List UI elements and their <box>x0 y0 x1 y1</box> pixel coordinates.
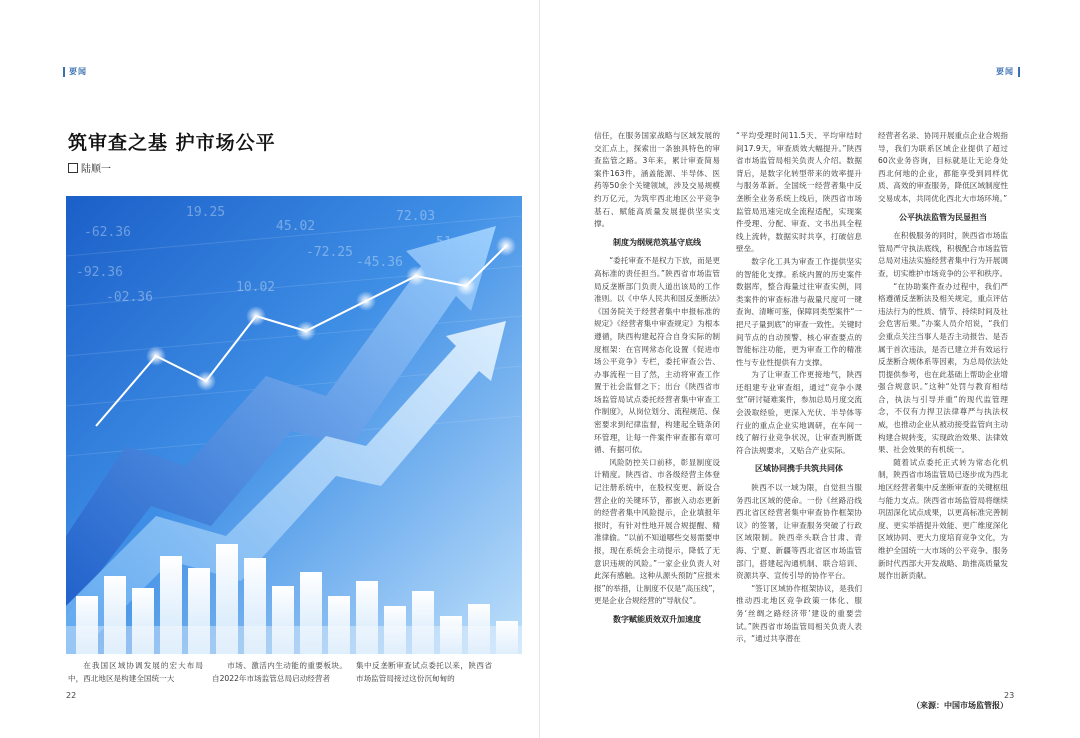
page-number-left: 22 <box>66 691 77 700</box>
ticker-number: -62.36 <box>84 225 131 240</box>
paragraph: 随着试点委托正式转为常态化机制，陕西省市场监管局已逐步成为西北地区经营者集中反垄断审查的关键枢纽与能力支点。陕西省市场监管局将继续巩固深化试点成果，以更高标准完善制度、更实举措提升效能、更广维度深化区域协同、更大力度培育竞争文化，为维护全国统一大市场的公平竞争、服务新时代西部大开发战略、助推高质量发展作出新贡献。 <box>878 457 1008 581</box>
paragraph: “平均受理时间11.5天、平均审结时间17.9天，审查质效大幅提升。”陕西省市场监管局相关负责人介绍。数据背后，是数字化转型带来的效率提升与服务革新。全国统一经营者集中反垄断全业务系统上线后，陕西省市场监管局迅速完成全流程适配，实现案件受理、分配、审查、文书出具全程线上流转，数据实时共享，打破信息壁垒。 <box>736 131 862 254</box>
paragraph: “签订区域协作框架协议，是我们推动西北地区竞争政策一体化、服务‘丝绸之路经济带’建设的重要尝试。”陕西省市场监管局相关负责人表示，“通过共享潜在 <box>736 583 862 644</box>
paragraph: 陕西不以一域为限，自觉担当服务西北区域的使命。一份《丝路沿线西北省区经营者集中审查协作框架协议》的签署，让审查服务突破了行政区域限制。陕西牵头联合甘肃、青海、宁夏、新疆等西北省区市场监管部门，搭建起沟通机制、联合培训、资源共享、宣传引导的协作平台。 <box>736 483 862 581</box>
section-label-right: 要闻 <box>996 66 1020 77</box>
ticker-number: 72.03 <box>396 209 436 224</box>
text-column-3 <box>594 130 720 690</box>
subhead: 公平执法监管为民显担当 <box>899 212 987 222</box>
paragraph: 经营者名录、协同开展重点企业合规指导，我们为联系区域企业提供了超过60次业务咨询，目标就是让无论身处西北何地的企业，都能享受到同样优质、高效的审查服务，降低区域制度性交易成本，共同优化西北大市场环境。” <box>878 131 1008 203</box>
paragraph: 数字化工具为审查工作提供坚实的智能化支撑。系统内置的历史案件数据库，整合海量过往审查实例，同类案件的审查标准与裁量尺度可一键查询、清晰可鉴，保障同类型案件“一把尺子量到底”的审查一致性。关键时间节点的自动预警、核心审查要点的智能标注功能，更为审查工作的精准性与专业性提供有力支撑。 <box>736 256 862 367</box>
author-line <box>68 160 111 175</box>
page-number-right: 23 <box>1004 691 1015 700</box>
ticker-number: 10.02 <box>236 280 276 295</box>
subhead: 制度为纲规范筑基守底线 <box>613 237 701 247</box>
lead-column-1: 在我国区域协调发展的宏大布局中，西北地区是构建全国统一大 <box>68 661 203 683</box>
ticker-number: -72.25 <box>306 245 353 260</box>
page-gutter <box>539 0 540 738</box>
source-credit: （来源：中国市场监管报） <box>912 701 1008 710</box>
ticker-number: -92.36 <box>76 265 123 280</box>
subhead: 数字赋能质效双升加速度 <box>613 614 701 624</box>
finance-growth-illustration <box>66 196 522 654</box>
paragraph: 风险防控关口前移，彰显制度设计精度。陕西省、市各级经营主体登记注册系统中，在股权变更、新设合营企业的关键环节，都嵌入动态更新的经营者集中风险提示，企业填报年报时，有针对性地开展合规提醒、精准律偷。“以前不知道哪些交易需要申报，现在系统会主动提示，降低了无意识违规的风险。”一家企业负责人对此深有感触。这种从源头预防“应报未报”的举措，让制度不仅是“高压线”，更是企业合规经营的“导航仪”。 <box>594 457 720 606</box>
lead-column-2: 市场、激活内生动能的重要板块。自2022年市场监管总局启动经营者 <box>212 661 347 683</box>
author-box-icon <box>68 163 78 173</box>
ticker-number: 45.02 <box>276 219 316 234</box>
hero-image <box>66 196 522 654</box>
text-column-4 <box>736 130 862 690</box>
paragraph: 在积极服务的同时，陕西省市场监管局严守执法底线，积极配合市场监管总局对违法实施经营者集中行为开展调查，切实维护市场竞争的公平和秩序。 <box>878 231 1008 278</box>
article-title: 筑审查之基 护市场公平 <box>68 132 276 154</box>
paragraph: 信任，在服务国家战略与区域发展的交汇点上，探索出一条独具特色的审查监管之路。3年来，累计审查简易案件163件，涵盖能源、半导体、医药等50余个关键领域，涉及交易规模约万亿元，为筑牢西北地区公平竞争基石、赋能高质量发展提供坚实支撑。 <box>594 131 720 229</box>
ticker-number: -02.36 <box>106 290 153 305</box>
ticker-number: -45.36 <box>356 255 403 270</box>
ticker-number: 19.25 <box>186 205 226 220</box>
subhead: 区域协同携手共筑共同体 <box>755 464 843 474</box>
author-name: 陆顺一 <box>81 164 111 175</box>
paragraph: “在协助案件查办过程中，我们严格遵循反垄断法及相关规定，重点评估违法行为的性质、情节、持续时间及社会危害后果。”办案人员介绍说，“我们会重点关注当事人是否主动报告、是否属于首次违法，是否已建立并有效运行反垄断合规体系等因素，为总局依法处罚提供参考，也在此基础上帮助企业增强合规意识。”这种“处罚与教育相结合，执法与引导并重”的现代监管理念，不仅有力捍卫法律尊严与执法权威，也推动企业从被动接受监管向主动构建合规转变，实现政治效果、法律效果、社会效果的有机统一。 <box>878 281 1008 455</box>
text-column-5 <box>878 130 1008 678</box>
section-label-left: 要闻 <box>63 66 87 77</box>
paragraph: 为了让审查工作更接地气，陕西还组建专业审查组，通过“竞争小课堂”研讨疑难案件，参加总局月度交流会汲取经验，更深入光伏、半导体等行业的重点企业实地调研，在车间一线了解行业竞争状况，让审查判断既符合法规要求，又贴合产业实际。 <box>736 370 862 455</box>
lead-column-3: 集中反垄断审查试点委托以来，陕西省市场监管局接过这份沉甸甸的 <box>356 661 492 683</box>
paragraph: “委托审查不是权力下放，而是更高标准的责任担当。”陕西省市场监管局反垄断部门负责人道出该局的工作准则。以《中华人民共和国反垄断法》《国务院关于经营者集中申报标准的规定》《经营者集中审查规定》为根本遵循，陕西构建起符合自身实际的制度框架：在官网常态化设置《促进市场公平竞争》专栏，委托审查公告、办事流程一目了然，主动将审查工作置于社会监督之下；出台《陕西省市场监管局试点委托经营者集中审查工作制度》，从岗位划分、流程规范、保密要求到纪律监督，构建起全链条闭环管理，让每一件案件审查都有章可循、有据可依。 <box>594 256 720 455</box>
